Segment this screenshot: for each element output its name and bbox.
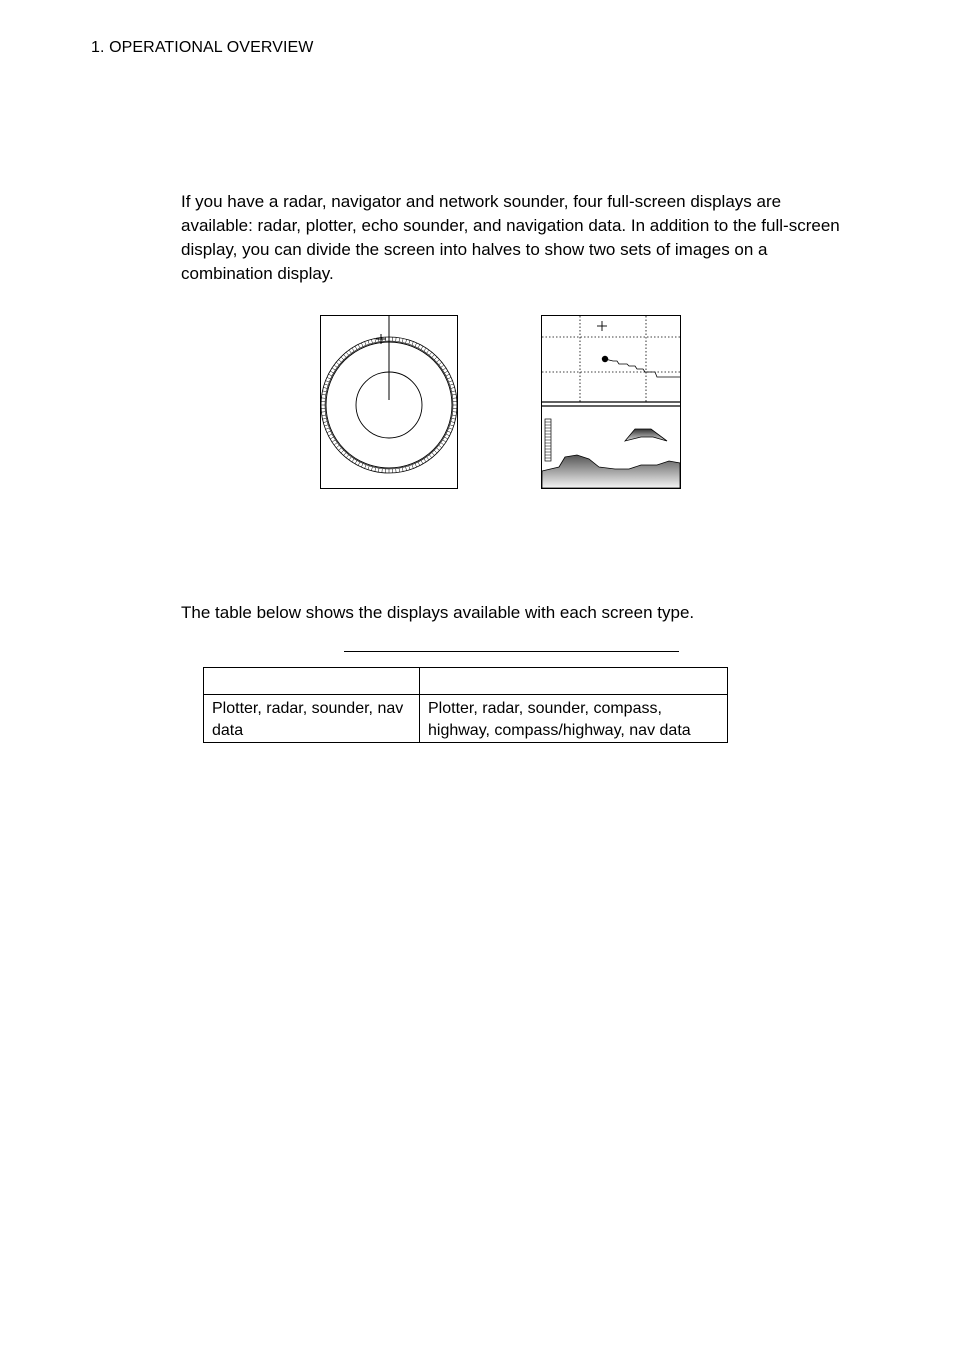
section-header: 1. OPERATIONAL OVERVIEW <box>91 39 314 56</box>
table-header-row <box>204 668 728 695</box>
combination-display-illustration <box>541 315 682 490</box>
plotter-sounder-combination-icon <box>541 315 682 490</box>
table-row <box>204 695 728 743</box>
screen-type-table <box>203 667 728 743</box>
radar-display-illustration <box>320 315 458 489</box>
intro-paragraph: If you have a radar, navigator and network sounder, four full-screen displays are available: radar, plotter, echo sounder, and navigation data. In addition to the full-screen display, you can divide the screen into halves to show two sets of images on a combination display. <box>181 192 840 283</box>
table-cell-full-screen: Plotter, radar, sounder, nav data <box>204 695 420 743</box>
table-intro-text: The table below shows the displays available with each screen type. <box>181 603 695 622</box>
radar-display-icon <box>320 315 458 489</box>
table-caption-rule <box>344 651 679 652</box>
table-cell-combination: Plotter, radar, sounder, compass, highway, compass/highway, nav data <box>420 695 728 743</box>
table-header-cell <box>204 668 420 695</box>
table-header-cell <box>420 668 728 695</box>
